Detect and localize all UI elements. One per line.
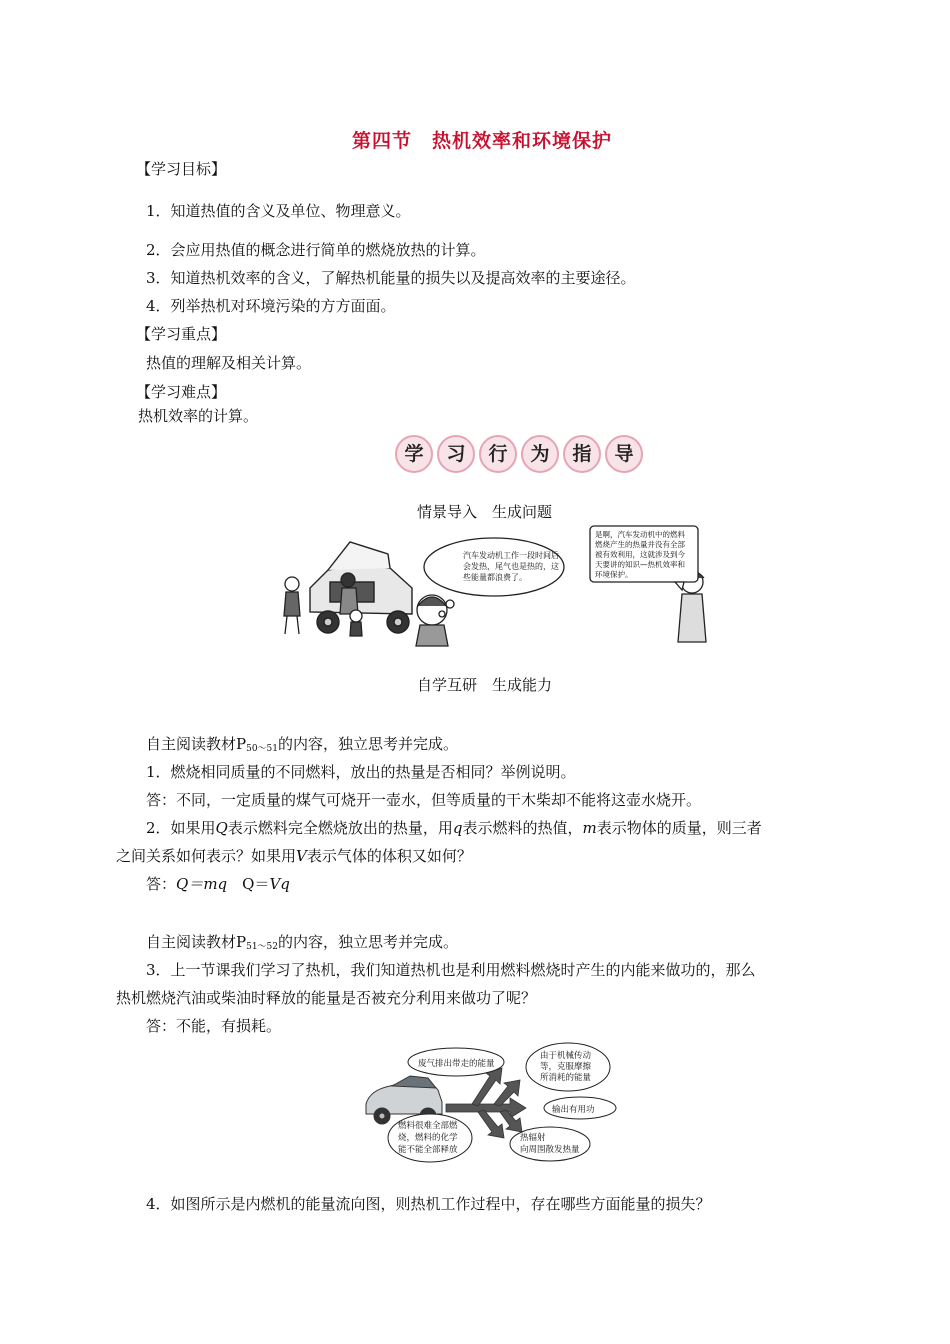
- page-range: 51～52: [246, 942, 278, 952]
- incomplete-label: 能不能全部释放: [398, 1145, 458, 1155]
- answer-2: [146, 875, 290, 893]
- reading-text: 自主阅读教材P: [146, 933, 247, 951]
- friction-label: 由于机械传动: [540, 1051, 592, 1061]
- reading-text: 的内容，独立思考并完成。: [278, 933, 459, 951]
- banner-char: 行: [479, 435, 517, 473]
- friction-label: 等，克服摩擦: [540, 1062, 592, 1072]
- bubble-left-text: 些能量都浪费了。: [463, 573, 527, 582]
- bubble-right-text: 燃烧产生的热量并没有全部: [595, 540, 685, 549]
- answer-3: 答：不能，有损耗。: [146, 1017, 282, 1035]
- energy-flow-diagram: [360, 1040, 625, 1165]
- key-points-text: 热值的理解及相关计算。: [146, 354, 312, 372]
- question-1: 1．燃烧相同质量的不同燃料，放出的热量是否相同？举例说明。: [146, 763, 576, 781]
- objective-item: 4．列举热机对环境污染的方方面面。: [146, 297, 396, 315]
- reading-text: 自主阅读教材P: [146, 735, 247, 753]
- banner-char: 为: [521, 435, 559, 473]
- friction-label: 所消耗的能量: [540, 1073, 592, 1083]
- formula-q-vq: Vq: [269, 875, 290, 893]
- bubble-left-text: 汽车发动机工作一段时间后: [463, 551, 559, 560]
- q2-text: 表示燃料完全燃烧放出的热量，用: [227, 819, 453, 837]
- girl-illustration: [416, 595, 448, 646]
- symbol-q-heat: Q: [215, 819, 228, 837]
- q2-text: 表示气体的体积又如何？: [306, 847, 472, 865]
- bubble-right-text: 被有效利用，这就涉及到今: [595, 550, 685, 559]
- learning-guide-banner: [395, 435, 647, 473]
- symbol-q-value: q: [452, 819, 463, 837]
- banner-char: 习: [437, 435, 475, 473]
- q2-text: 表示燃料的热值，: [462, 819, 583, 837]
- key-points-heading: 【学习重点】: [136, 325, 227, 343]
- bubble-right-text: 是啊，汽车发动机中的燃料: [595, 530, 685, 539]
- q2-text: 2．如果用: [146, 819, 216, 837]
- page-range: 50～51: [246, 744, 278, 754]
- question-2-line-1: [146, 819, 762, 837]
- a2-text: Q＝: [227, 875, 270, 893]
- q2-text: 表示物体的质量，则三者: [596, 819, 762, 837]
- formula-q-mq: Q＝mq: [176, 875, 228, 893]
- question-2-line-2: [116, 847, 472, 865]
- useful-work-label: 输出有用功: [552, 1105, 595, 1115]
- exhaust-label: 废气排出带走的能量: [418, 1059, 495, 1069]
- section-title-intro: 情景导入 生成问题: [417, 503, 553, 521]
- scene-illustration: [270, 524, 715, 648]
- symbol-v: V: [296, 847, 307, 865]
- objectives-heading: 【学习目标】: [136, 160, 227, 178]
- question-3-line-2: 热机燃烧汽油或柴油时释放的能量是否被充分利用来做功了呢？: [116, 989, 537, 1007]
- radiation-label: 向周围散发热量: [520, 1145, 580, 1155]
- page-title: 第四节 热机效率和环境保护: [352, 130, 613, 152]
- bubble-right-text: 环境保护。: [595, 570, 633, 579]
- answer-1: 答：不同，一定质量的煤气可烧开一壶水，但等质量的干木柴却不能将这壶水烧开。: [146, 791, 702, 809]
- incomplete-label: 烧，燃料的化学: [398, 1133, 458, 1143]
- reading-text: 的内容，独立思考并完成。: [278, 735, 459, 753]
- bubble-right-text: 天要讲的知识—热机效率和: [595, 560, 685, 569]
- bubble-left-text: 会发热，尾气也是热的，这: [463, 562, 559, 571]
- reading-instruction: [146, 933, 458, 953]
- section-title-self-study: 自学互研 生成能力: [417, 676, 553, 694]
- symbol-m: m: [582, 819, 597, 837]
- banner-char: 学: [395, 435, 433, 473]
- banner-char: 指: [563, 435, 601, 473]
- reading-instruction: [146, 735, 458, 755]
- question-4: 4．如图所示是内燃机的能量流向图，则热机工作过程中，存在哪些方面能量的损失？: [146, 1195, 711, 1213]
- objective-item: 2．会应用热值的概念进行简单的燃烧放热的计算。: [146, 241, 486, 259]
- banner-char: 导: [605, 435, 643, 473]
- question-3-line-1: 3．上一节课我们学习了热机，我们知道热机也是利用燃料燃烧时产生的内能来做功的，那么: [146, 961, 756, 979]
- incomplete-label: 燃料很难全部燃: [398, 1121, 458, 1131]
- difficulties-text: 热机效率的计算。: [138, 407, 259, 425]
- objective-item: 3．知道热机效率的含义，了解热机能量的损失以及提高效率的主要途径。: [146, 269, 636, 287]
- q2-text: 之间关系如何表示？如果用: [116, 847, 297, 865]
- difficulties-heading: 【学习难点】: [136, 383, 227, 401]
- radiation-label: 热辐射: [520, 1133, 546, 1143]
- objective-item: 1．知道热值的含义及单位、物理意义。: [146, 202, 411, 220]
- a2-text: 答：: [146, 875, 177, 893]
